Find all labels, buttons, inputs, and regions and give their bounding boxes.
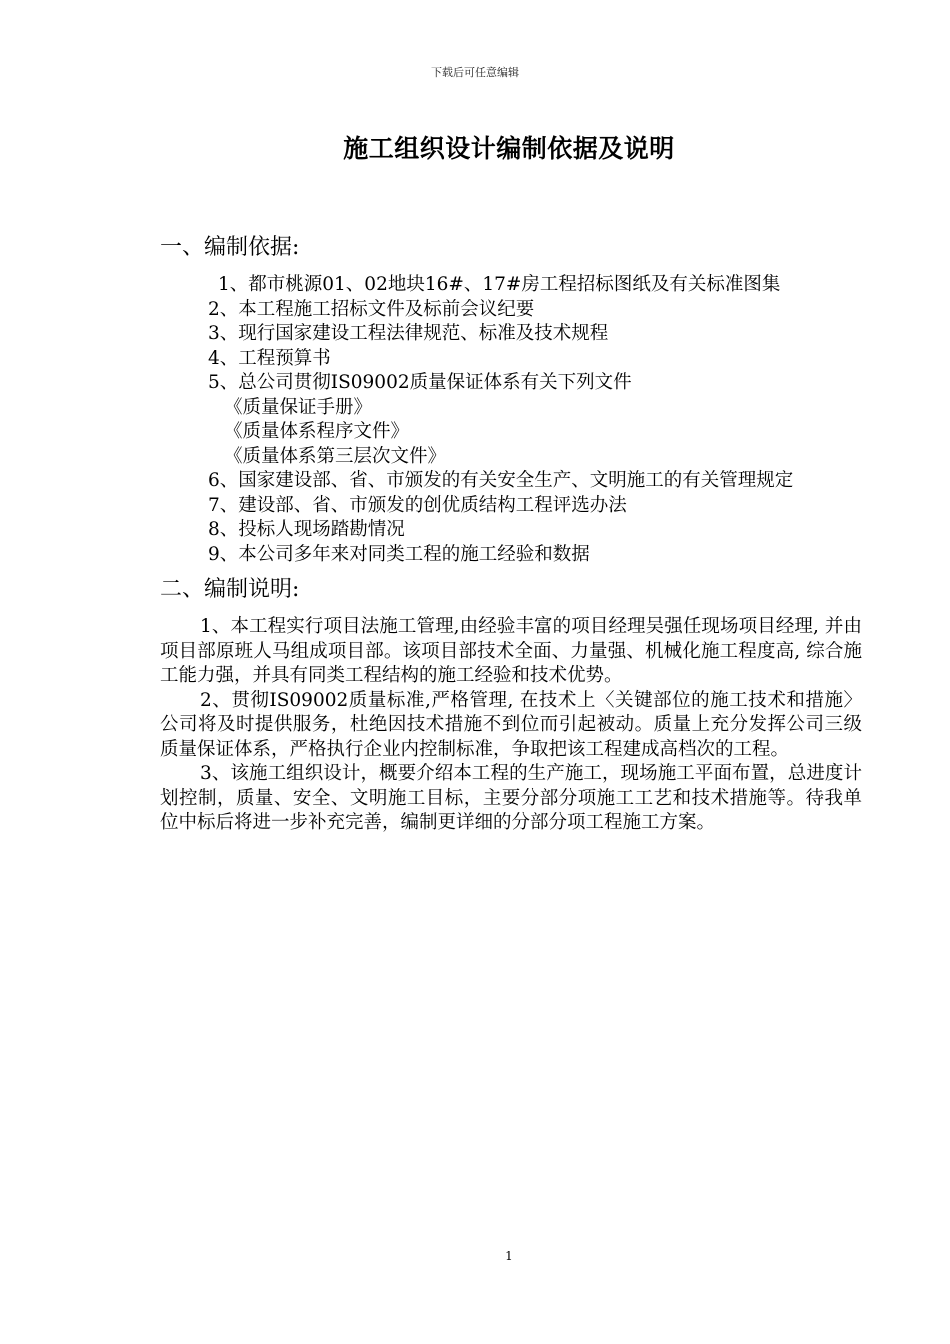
basis-item-5: 5、总公司贯彻IS09002质量保证体系有关下列文件 — [208, 372, 632, 393]
page-title: 施工组织设计编制依据及说明 — [343, 134, 675, 163]
basis-item-1: 1、都市桃源01、02地块16#、17#房工程招标图纸及有关标准图集 — [218, 274, 781, 295]
basis-item-4: 4、工程预算书 — [208, 347, 331, 369]
basis-item-9: 9、本公司多年来对同类工程的施工经验和数据 — [208, 543, 590, 565]
basis-item-6: 6、国家建设部、省、市颁发的有关安全生产、文明施工的有关管理规定 — [208, 470, 794, 491]
basis-item-2: 2、本工程施工招标文件及标前会议纪要 — [208, 298, 535, 320]
basis-subitem-procedure-docs: 《质量体系程序文件》 — [224, 421, 410, 442]
document-body — [160, 233, 862, 836]
page-number: 1 — [505, 1249, 513, 1263]
header-note: 下载后可任意编辑 — [431, 66, 519, 79]
section-heading-basis: 一、编制依据: — [160, 235, 300, 260]
explanation-paragraph-1: 1、本工程实行项目法施工管理,由经验丰富的项目经理吴强任现场项目经理, 并由项目部原班人马组成项目部。该项目部技术全面、力量强、机械化施工程度高, 综合施工能力强，并具有同类工程结构的施工经验和技术优势。 — [160, 616, 862, 686]
basis-item-3: 3、现行国家建设工程法律规范、标准及技术规程 — [208, 323, 609, 344]
explanation-paragraph-2: 2、贯彻IS09002质量标准,严格管理, 在技术上〈关键部位的施工技术和措施〉公司将及时提供服务，杜绝因技术措施不到位而引起被动。质量上充分发挥公司三级质量保证体系，严格执行企业内控制标准，争取把该工程建成高档次的工程。 — [160, 689, 862, 760]
basis-item-7: 7、建设部、省、市颁发的创优质结构工程评选办法 — [208, 494, 627, 516]
basis-subitem-third-level-docs: 《质量体系第三层次文件》 — [224, 445, 447, 467]
section-heading-explanation: 二、编制说明: — [160, 577, 300, 602]
basis-subitem-quality-manual: 《质量保证手册》 — [224, 396, 373, 418]
explanation-paragraph-3: 3、该施工组织设计，概要介绍本工程的生产施工，现场施工平面布置，总进度计划控制，质量、安全、文明施工目标，主要分部分项施工工艺和技术措施等。待我单位中标后将进一步补充完善，编制更详细的分部分项工程施工方案。 — [160, 763, 862, 833]
basis-item-8: 8、投标人现场踏勘情况 — [208, 519, 405, 540]
